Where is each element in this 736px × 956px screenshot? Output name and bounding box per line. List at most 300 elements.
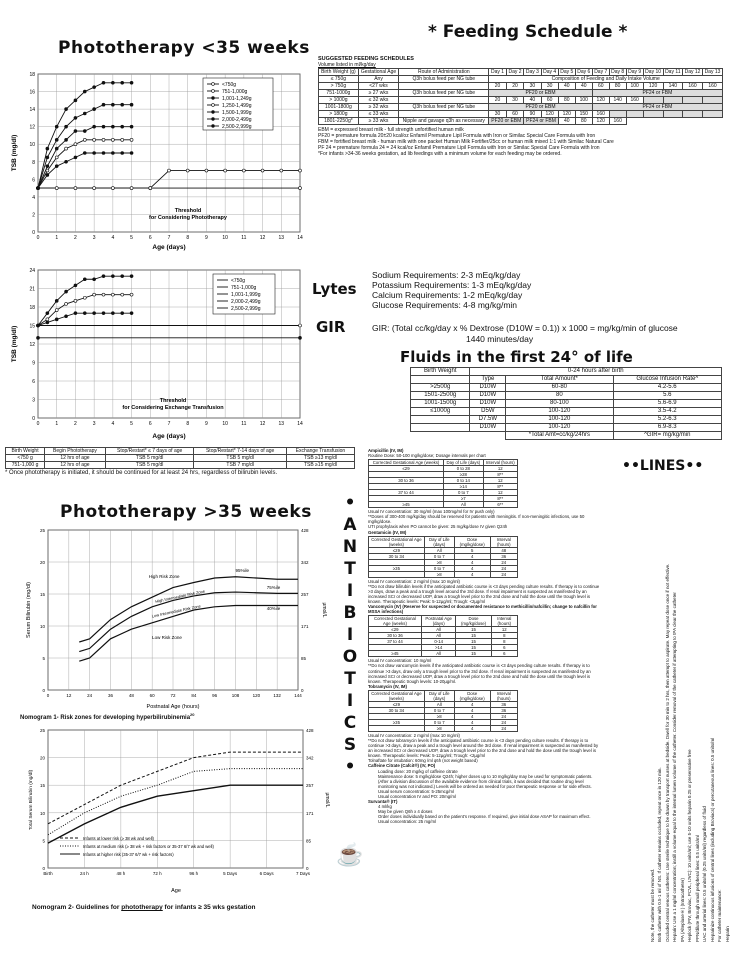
legend-label: 751-1,000g: [222, 89, 248, 95]
fluids-cell: 5.6-6.9: [613, 400, 721, 408]
y-tick-label: 6: [32, 379, 35, 385]
fluids-cell: 3.5-4.2: [613, 408, 721, 416]
chart-caption: for Considering Exchange Transfusion: [122, 405, 224, 411]
data-point: [46, 147, 49, 150]
gir-heading: GIR: [316, 318, 346, 336]
exchange-chart: [8, 262, 313, 446]
lines-note: Heparinize continuous infusions of central lines (including Broviacs) or percutaneous lines: 0.5 units/ml: [709, 737, 715, 942]
feeding-note: FBM = fortified breast milk - human milk with one packet Human Milk Fortifier/25cc or human milk mixed 1:1 with Similac Natural Care: [318, 139, 614, 145]
data-point: [130, 275, 133, 278]
abx-table: [368, 690, 518, 732]
abx-cell: ≥45: [369, 502, 444, 508]
data-point: [130, 138, 133, 141]
abx-cell: ≥8: [424, 559, 454, 565]
abx-cell: 6: [491, 645, 517, 651]
abx-cell: 37 to 44: [369, 639, 422, 645]
abx-cell: 12: [483, 490, 517, 496]
abx-table: [368, 615, 518, 657]
series-line-2: [79, 592, 298, 652]
data-point: [74, 299, 77, 302]
lines-note: Note, the catheter must be removed.: [649, 868, 655, 942]
fluids-cell: D10W: [470, 392, 506, 400]
fluids-cell: ≤1000g: [411, 408, 470, 416]
x-tick-label: 96 h: [189, 871, 199, 876]
photo-lt35-chart: [8, 62, 313, 262]
cell: TSB 7 mg/dl: [194, 462, 287, 469]
abx-cell: 30 to 34: [369, 707, 425, 713]
y-tick-label: 18: [29, 305, 35, 311]
coffee-cup-icon: ☕: [336, 842, 364, 867]
abx-col-header: Day of Life (days): [424, 690, 454, 701]
y-axis-label: Total Serum Bilirubin (mg/dl): [29, 769, 34, 831]
data-point: [102, 293, 105, 296]
glucose-req: Glucose Requirements: 4-8 mg/kg/min: [372, 300, 518, 310]
feeding-row: [319, 83, 723, 90]
feeding-schedule: [318, 56, 723, 157]
feeding-row: [319, 90, 723, 97]
x-tick-label: 13: [278, 421, 285, 427]
series-line-5: [38, 276, 132, 325]
feeding-cell-empty: [663, 97, 683, 104]
data-point: [299, 169, 302, 172]
antibiotics-letter: I: [346, 581, 354, 601]
legend-marker: [212, 104, 215, 107]
y2-axis-label: µmol/L: [321, 602, 327, 618]
gir-denominator: 1440 minutes/day: [466, 334, 534, 344]
feeding-cell-empty: [626, 111, 643, 118]
abx-cell: 4: [454, 719, 490, 725]
fluids-table: [410, 367, 722, 440]
feeding-title: SUGGESTED FEEDING SCHEDULES: [318, 56, 414, 62]
data-point: [224, 169, 227, 172]
fluids-foot-gir: ^GIR= mg/kg/min: [613, 432, 721, 440]
fluids-cell: 80-100: [506, 400, 613, 408]
gentamicin-note: Usual IV concentration: 2 mg/ml (max 10 mg/ml): [368, 578, 460, 584]
x-tick-label: 2: [74, 421, 77, 427]
feeding-cell-empty: [609, 111, 626, 118]
feeding-cell: 90: [524, 111, 541, 118]
data-point: [37, 187, 40, 190]
feeding-cell: ≥ 33 wks: [358, 118, 398, 125]
lines-note: PPN/dilute through small peripheral lines: 0.5 units/ml: [694, 835, 700, 942]
feeding-cell: 30: [489, 111, 506, 118]
y-tick-label: 21: [29, 286, 35, 293]
cell: 751-1,000 g: [6, 462, 45, 469]
data-point: [130, 187, 133, 190]
abx-cell: ≥35: [369, 565, 425, 571]
abx-cell: >14: [421, 645, 456, 651]
tobramycin-note: Usual IV concentration: 2 mg/ml (max 10 mg/ml): [368, 732, 460, 738]
legend-marker: [212, 111, 215, 114]
feeding-cell: 40: [558, 83, 575, 90]
feeding-cell: 40: [558, 118, 575, 125]
feeding-col-header: Day 1: [489, 69, 506, 76]
y-axis-label: TSB (mg/dl): [11, 134, 18, 172]
data-point: [83, 90, 86, 93]
abx-cell: 12: [483, 466, 517, 472]
y-tick-label: 6: [32, 177, 35, 184]
data-point: [130, 81, 133, 84]
lines-heading: ••LINES••: [622, 458, 704, 474]
x-tick-label: 9: [205, 235, 208, 241]
feeding-col-header: Day 9: [628, 69, 642, 75]
data-point: [93, 187, 96, 190]
y2-tick-label: 342: [306, 755, 314, 761]
feeding-cell: 20: [489, 83, 506, 90]
data-point: [74, 187, 77, 190]
abx-col-header: Postnatal Age (days): [421, 616, 456, 627]
nomogram1-caption-sup: 20: [190, 712, 195, 717]
fluids-th-time: 0-24 hours after birth: [470, 368, 722, 376]
x-tick-label: 8: [186, 235, 190, 241]
nomogram2-caption-underlined: phototherapy: [121, 904, 163, 911]
x-tick-label: 5 Days: [223, 871, 238, 876]
data-point: [46, 321, 49, 324]
lines-note: Heparin: [724, 926, 730, 942]
fluids-cell: 80: [506, 392, 613, 400]
feeding-cell: > 1800g: [319, 111, 359, 118]
antibiotics-letter: S: [343, 735, 357, 755]
abx-cell: 4: [454, 553, 490, 559]
abx-cell: All: [424, 547, 454, 553]
feeding-col-header: Day 12: [683, 69, 703, 76]
antibiotics-letter: B: [343, 603, 357, 623]
survanta-line: Usual concentration: 25 mg/ml: [378, 819, 437, 825]
feeding-cell: PF20 or EBM: [489, 90, 592, 97]
feeding-cell: ≤ 33 wks: [358, 111, 398, 118]
x-tick-label: 10: [222, 421, 228, 427]
abx-cell: 6**: [483, 502, 517, 508]
nomogram1-caption-text: Nomogram 1- Risk zones for developing hyperbilirubinemia: [20, 715, 191, 721]
x-tick-label: 12: [259, 421, 266, 427]
feeding-cell: PF24 or FBM: [524, 118, 559, 125]
data-point: [168, 169, 171, 172]
cell: TSB 5 mg/dl: [194, 455, 287, 462]
antibiotics-letter: T: [344, 669, 356, 689]
feeding-cell: ≥ 32 wks: [358, 104, 398, 111]
ampicillin-note: **Doses of 300-400 mg/kg/day should be reserved for patients with meningitis. If non-meningitic infections, use 50 mg/kg/dose.: [368, 514, 585, 525]
vancomycin-note: **Do not draw vancomycin levels if the anticipated antibiotic course is <3 days pending culture results. If therapy is to continue >3 days, draw only a trough level prior to the 3rd dose. If renal impairment is suspected as manifested by an increased SCr or decreased UOP, draw a trough level prior to the 2nd dose and hold the dose until the trough level is known. Therapeutic trough levels: 10-20µg/ml.: [368, 663, 591, 684]
feeding-cell: 80: [609, 83, 626, 90]
data-point: [93, 312, 96, 315]
abx-col-header: Day of Life (days): [424, 536, 454, 547]
abx-cell: 8**: [483, 496, 517, 502]
ampicillin-subtitle: Routine Dose: 50-100 mg/kg/dose; Dosage intervals per chart: [368, 453, 486, 459]
data-point: [83, 112, 86, 115]
fluids-cell: 5.6: [613, 392, 721, 400]
feeding-col-header: Day 2: [506, 69, 523, 76]
y2-tick-label: 257: [301, 592, 309, 597]
vancomycin-note: Usual IV concentration: 10 mg/ml: [368, 658, 432, 664]
y2-tick-label: 428: [301, 528, 309, 533]
data-point: [93, 108, 96, 111]
fluids-foot-amt: *Total Amt=cc/kg/24hrs: [506, 432, 613, 440]
fluids-cell: 4.2-5.6: [613, 384, 721, 392]
data-point: [46, 165, 49, 168]
legend-label: <750g: [222, 82, 237, 88]
data-point: [280, 169, 283, 172]
y2-tick-label: 257: [306, 783, 314, 789]
series-line-1: [48, 752, 303, 824]
data-point: [55, 187, 58, 190]
feeding-cell: PF24 or FBM: [592, 90, 722, 97]
abx-cell: ≤29: [369, 701, 425, 707]
data-point: [55, 147, 58, 150]
fluids-th-type: Type: [470, 376, 506, 384]
abx-col-header: Interval (hours): [490, 536, 517, 547]
feeding-cell-empty: [643, 97, 663, 104]
table-row: [6, 455, 355, 462]
abx-cell: 30 to 36: [369, 478, 444, 484]
data-point: [121, 312, 124, 315]
data-point: [111, 81, 114, 84]
x-axis-label: Postnatal Age (hours): [146, 704, 200, 710]
x-tick-label: 0: [36, 235, 40, 241]
y2-axis-label: µmol/L: [324, 792, 330, 808]
series-line-4: [38, 140, 132, 188]
fluids-row: [411, 384, 722, 392]
data-point: [55, 318, 58, 321]
data-point: [121, 81, 124, 84]
x-tick-label: 84: [191, 693, 197, 698]
data-point: [74, 156, 77, 159]
abx-table: [368, 536, 518, 578]
exchange-svg: [8, 262, 313, 446]
feeding-cell-empty: [702, 97, 722, 104]
zone-label: High Risk Zone: [148, 574, 180, 579]
survanta-line: May be given Q6h x 4 doses: [378, 809, 433, 815]
fluids-cell: [411, 424, 470, 432]
feeding-cell: PF24 or FBM: [592, 104, 722, 111]
feeding-cell: 150: [575, 111, 592, 118]
feeding-cell: 120: [643, 83, 663, 90]
feeding-heading: * Feeding Schedule *: [428, 22, 628, 42]
th-stop7: Stop/Restart* ≤ 7 days of age: [105, 448, 194, 455]
x-tick-label: 72 h: [152, 871, 162, 876]
abx-cell: ≥28: [444, 472, 484, 478]
x-axis-label: Age (days): [152, 433, 186, 440]
y-tick-label: 18: [29, 72, 35, 78]
feeding-cell: 120: [592, 97, 609, 104]
abx-row: [369, 725, 518, 731]
fluids-heading: Fluids in the first 24° of life: [400, 348, 633, 366]
survanta-line: Order doses individually based on the patient's response. If required, give initial dose ASAP for maximum effect.: [378, 814, 591, 820]
y2-tick-label: 0: [306, 866, 309, 871]
series-line-7: [38, 83, 132, 188]
feeding-cell: 160: [683, 83, 703, 90]
abx-cell: 24: [490, 565, 517, 571]
data-point: [130, 125, 133, 128]
nomogram2-caption-pre: Nomogram 2- Guidelines for: [32, 904, 122, 911]
y-axis-label: TSB (mg/dl): [11, 325, 18, 363]
abx-cell: 0 to 7: [424, 565, 454, 571]
data-point: [121, 103, 124, 106]
data-point: [83, 312, 86, 315]
abx-cell: 36: [490, 553, 517, 559]
legend-label: Infants at lower risk (≥ 38 wk and well): [83, 836, 154, 841]
y-tick-label: 20: [39, 560, 45, 565]
y2-tick-label: 171: [301, 624, 309, 629]
x-tick-label: 4: [111, 421, 115, 427]
legend-label: 2,500-2,999g: [222, 124, 252, 130]
series-line-5: [38, 127, 132, 188]
x-tick-label: 24 h: [80, 871, 89, 876]
antibiotics-letter: O: [342, 647, 358, 667]
abx-cell: 8**: [483, 472, 517, 478]
abx-col-header: Corrected Gestational Age (weeks): [369, 616, 422, 627]
feeding-col-header: Gestational Age: [358, 69, 398, 76]
legend-label: 751-1,000g: [231, 285, 257, 291]
nomogram2-chart: [8, 720, 333, 905]
x-tick-label: 8: [186, 421, 190, 427]
y-tick-label: 9: [32, 360, 35, 367]
x-tick-label: 14: [297, 421, 303, 427]
fluids-cell: 5.2-6.3: [613, 416, 721, 424]
data-point: [130, 312, 133, 315]
nomogram2-caption-post: for infants ≥ 35 wks gestation: [162, 904, 256, 911]
data-point: [130, 152, 133, 155]
fluids-cell: 1001-1500g: [411, 400, 470, 408]
abx-col-header: Day of Life (days): [444, 460, 484, 466]
legend-marker: [212, 90, 215, 93]
data-point: [121, 293, 124, 296]
legend-marker: [212, 97, 215, 100]
feeding-cell-empty: [663, 111, 683, 118]
lines-notes: [605, 482, 730, 942]
caffeine-line: Loading dose: 20 mg/kg of caffeine citrate: [378, 768, 458, 774]
fluids-table-wrap: [410, 367, 722, 440]
ampicillin-note: Usual IV concentration: 30 mg/ml (max 100mg/ml for IV push only): [368, 509, 495, 515]
antibiotics-letter: I: [346, 691, 354, 711]
feeding-cell-empty: [663, 118, 683, 125]
antibiotics-letter: •: [344, 757, 356, 777]
data-point: [55, 138, 58, 141]
x-tick-label: 2: [74, 235, 77, 241]
data-point: [111, 293, 114, 296]
data-point: [102, 138, 105, 141]
y-tick-label: 16: [29, 89, 35, 96]
y-tick-label: 12: [29, 342, 35, 348]
y-tick-label: 14: [29, 107, 35, 114]
data-point: [65, 290, 68, 293]
data-point: [65, 147, 68, 150]
y-tick-label: 5: [42, 838, 45, 844]
data-point: [111, 152, 114, 155]
cell: 12 hrs of age: [45, 455, 106, 462]
x-tick-label: 14: [297, 235, 303, 241]
legend-label: 1,250-1,499g: [222, 103, 252, 109]
abx-col-header: Corrected Gestational Age (weeks): [369, 536, 425, 547]
data-point: [102, 81, 105, 84]
data-point: [55, 165, 58, 168]
x-tick-label: 12: [66, 693, 72, 698]
abx-cell: ≤29: [369, 547, 425, 553]
abx-cell: ≥35: [369, 719, 425, 725]
data-point: [111, 138, 114, 141]
feeding-cell: <27 wks: [358, 83, 398, 90]
caffeine-line: Maintenance dose: 5 mg/kg/dose Q24h; higher doses up to 10 mg/kg/day may be used for symptomatic patients.: [378, 773, 593, 779]
x-tick-label: 6: [148, 235, 152, 241]
y2-tick-label: 0: [301, 688, 304, 693]
abx-cell: [369, 725, 425, 731]
x-tick-label: 96: [212, 693, 218, 698]
data-point: [102, 275, 105, 278]
abx-cell: 24: [490, 725, 517, 731]
lines-note: Occluded central venous catheters: Use sterile technique to be drawn by transport nurses at bedside. Dwell for 30 min to 2 hrs, then attempt to aspirate. May repeat dose once if not effective.: [664, 563, 670, 942]
lines-note: For catheter maintenance:: [717, 889, 722, 942]
percentile-label: 40%ile: [266, 606, 281, 611]
x-tick-label: 7: [167, 235, 171, 241]
data-point: [93, 125, 96, 128]
ampicillin-note: UTI prophylaxis when PO cannot be given: 25 mg/kg/dose IV given Q24h: [368, 524, 508, 530]
y2-tick-label: 342: [301, 560, 309, 565]
abx-cell: All: [424, 701, 454, 707]
caffeine-line: Usual concentration IV and PO: 20mg/ml: [378, 794, 456, 799]
antibiotics-letter: T: [344, 559, 356, 579]
feeding-cell-empty: [643, 111, 663, 118]
x-tick-label: 11: [241, 235, 247, 241]
th-exchange: Exchange Transfusion: [286, 448, 354, 455]
data-point: [74, 312, 77, 315]
y2-tick-label: 85: [306, 838, 312, 844]
feeding-cell: 1801-2250g*: [319, 118, 359, 125]
data-point: [130, 293, 133, 296]
y-tick-label: 0: [42, 866, 45, 871]
abx-cell: ≥8: [424, 571, 454, 577]
feeding-row: [319, 118, 723, 125]
data-point: [83, 278, 86, 281]
y-tick-label: 0: [32, 230, 35, 236]
data-point: [65, 160, 68, 163]
feeding-col-header: Birth Weight (g): [319, 69, 359, 76]
legend-label: 2,500-2,999g: [231, 306, 261, 312]
data-point: [74, 284, 77, 287]
data-point: [74, 130, 77, 133]
fluids-cell: 100-120: [506, 416, 613, 424]
data-point: [111, 125, 114, 128]
feeding-col-header: Day 7: [594, 69, 608, 75]
abx-cell: 8**: [483, 484, 517, 490]
feeding-cell-empty: [683, 97, 703, 104]
x-tick-label: 3: [92, 421, 96, 427]
feeding-col-header: Day 13: [702, 69, 722, 76]
feeding-cell-empty: [702, 118, 722, 125]
photo-gt35-heading: Phototherapy >35 weeks: [60, 502, 312, 522]
data-point: [102, 103, 105, 106]
feeding-cell: 160: [609, 118, 626, 125]
feeding-cell: 80: [575, 118, 592, 125]
abx-cell: ≤29: [369, 466, 444, 472]
feeding-cell: 60: [541, 97, 558, 104]
lines-note: Both catheter with 0.5-1 ml of NS. If catheter remains occluded, repeat once in 120 min.: [657, 767, 662, 942]
legend-label: 2,000-2,499g: [231, 299, 261, 305]
abx-cell: 0-14: [421, 639, 456, 645]
data-point: [46, 173, 49, 176]
abx-cell: 36: [490, 701, 517, 707]
x-tick-label: 5: [130, 235, 133, 241]
feeding-note: EBM = expressed breast milk - full strength unfortified human milk: [318, 127, 464, 133]
feeding-cell: 160: [626, 97, 643, 104]
fluids-cell: D7.5W: [470, 416, 506, 424]
data-point: [46, 318, 49, 321]
abx-cell: 15: [456, 651, 491, 657]
feeding-cell: 120: [592, 118, 609, 125]
feeding-cell: Q3h bolus feed per NG tube: [399, 76, 489, 83]
abx-cell: All: [421, 633, 456, 639]
feeding-col-header: Route of Administration: [399, 69, 489, 76]
abx-cell: ≥7: [444, 496, 484, 502]
x-tick-label: 0: [46, 693, 50, 698]
